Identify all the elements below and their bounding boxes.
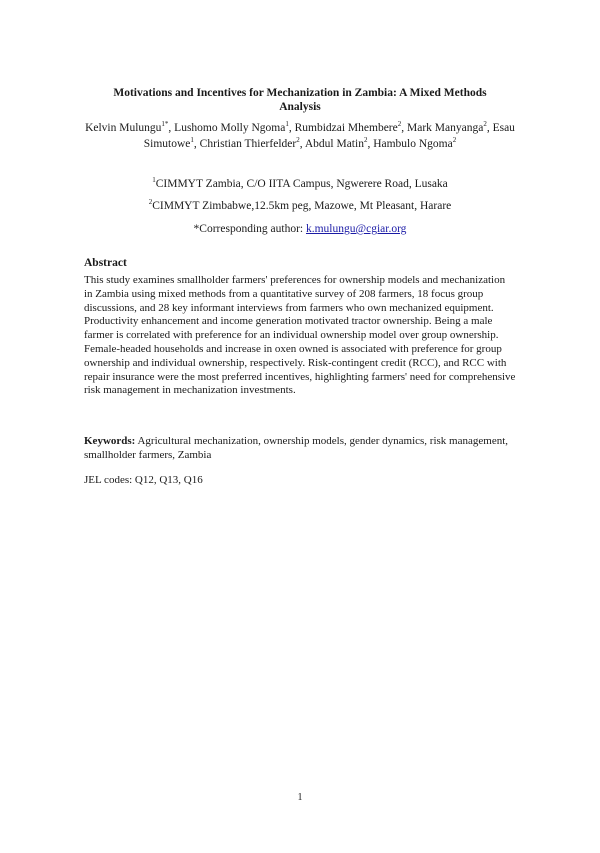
author-affiliation-mark: 2	[296, 135, 300, 144]
author-name: Rumbidzai Mhembere	[294, 122, 398, 134]
corresponding-author	[84, 222, 516, 236]
author-separator: ,	[401, 122, 407, 134]
abstract-body: This study examines smallholder farmers' preferences for ownership models and mechanization in Zambia using mixed methods from a quantitative survey of 208 farmers, 18 focus group discussions, and 28 key informant interviews from farmers who own mechanized equipment. Productivity enhancement and income generation motivated tractor ownership. Being a male farmer is correlated with preference for an individual ownership model over group ownership. Female-headed households and increase in oxen owned is associated with preference for group ownership and individual ownership, respectively. Risk-contingent credit (RCC), and RCC with repair insurance were the most preferred incentives, highlighting farmers' need for comprehensive risk management in mechanization investments.	[84, 274, 516, 397]
affiliation-2	[84, 199, 516, 213]
author-name: Christian Thierfelder	[199, 137, 297, 150]
author-separator: ,	[193, 137, 200, 150]
affiliation-text: CIMMYT Zambia, C/O IITA Campus, Ngwerere Road, Lusaka	[155, 178, 448, 190]
author-separator: ,	[168, 122, 175, 134]
corresponding-author-label: *Corresponding author:	[193, 223, 306, 235]
affiliation-number: 1	[152, 176, 156, 185]
author-affiliation-mark: 2	[483, 120, 487, 129]
affiliation-text: CIMMYT Zimbabwe,12.5km peg, Mazowe, Mt Pleasant, Harare	[152, 200, 452, 212]
page-number: 1	[297, 792, 303, 803]
keywords-label: Keywords:	[84, 435, 136, 447]
affiliation-1	[84, 177, 516, 191]
author-affiliation-mark: 2	[397, 120, 402, 129]
author-affiliation-mark: 1*	[161, 120, 169, 129]
author-affiliation-mark: 1	[190, 135, 194, 144]
abstract-heading: Abstract	[84, 257, 127, 269]
corresponding-email-link[interactable]: k.mulungu@cgiar.org	[305, 223, 407, 235]
author	[373, 135, 457, 150]
author-affiliation-mark: 2	[363, 135, 368, 144]
jel-codes: JEL codes: Q12, Q13, Q16	[84, 474, 203, 486]
author-separator: ,	[367, 137, 374, 150]
author	[407, 122, 493, 134]
author-name: Mark Manyanga	[407, 122, 484, 134]
author-affiliation-mark: 2	[452, 135, 457, 144]
keywords-text: Agricultural mechanization, ownership models, gender dynamics, risk management, smallholder farmers, Zambia	[84, 435, 509, 461]
author-name: Kelvin Mulungu	[85, 122, 162, 134]
keywords	[84, 435, 516, 463]
author-name: Lushomo Molly Ngoma	[174, 122, 286, 134]
author	[199, 135, 305, 150]
affiliation-number: 2	[148, 198, 153, 207]
author	[174, 122, 294, 134]
paper-title-line-1: Motivations and Incentives for Mechanization in Zambia: A Mixed Methods	[113, 87, 487, 99]
author-separator: ,	[288, 122, 295, 134]
author	[85, 122, 174, 134]
paper-title-line-2: Analysis	[279, 101, 321, 113]
author-separator: ,	[486, 122, 493, 134]
author-affiliation-mark: 1	[285, 120, 289, 129]
paper-title	[84, 86, 516, 114]
author-name: Esau Simutowe	[143, 122, 515, 150]
author-list	[84, 121, 516, 152]
author-name: Hambulo Ngoma	[373, 137, 453, 150]
author	[304, 135, 374, 150]
author-name: Abdul Matin	[304, 137, 364, 150]
author	[295, 122, 407, 134]
author-separator: ,	[299, 137, 305, 150]
